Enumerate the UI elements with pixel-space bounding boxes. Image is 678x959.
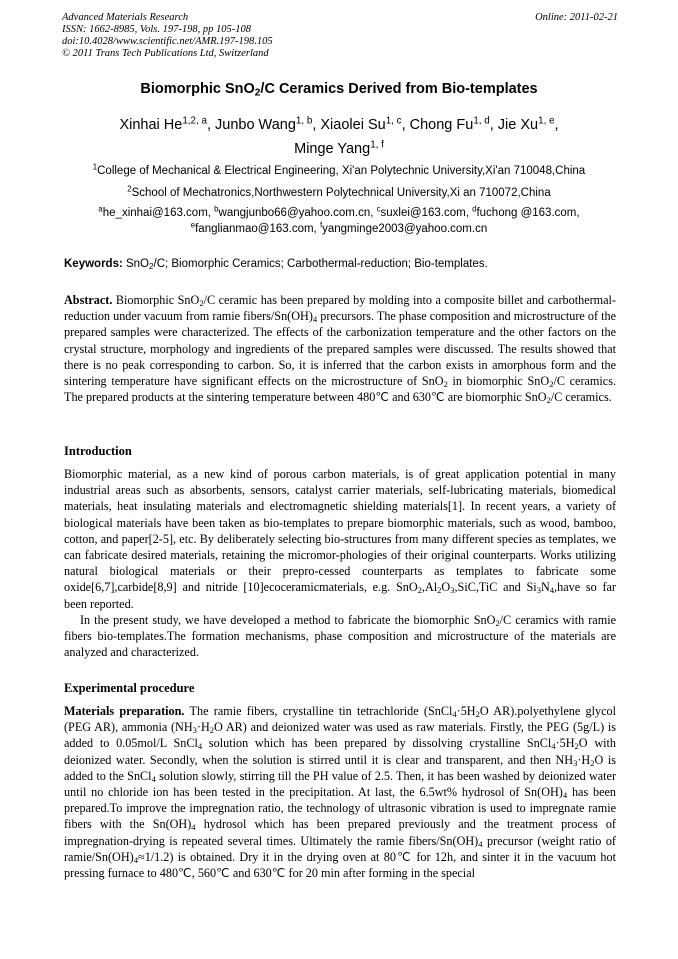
abstract-text: precursors. The phase composition and microstructure of the prepared samples were characterized. The effects of the carbonization temperature and the other factors on the crystal structure, morphology and ingredients of the prepared samples were discussed. The results showed that there is no peak corresponding to carbon. So, it is inferred that the carbon exists in amorphous form and the sintering temperature have significant effects on the microstructure of SnO	[64, 309, 617, 389]
section-heading-introduction: Introduction	[64, 444, 132, 458]
title-text: Biomorphic SnO	[140, 81, 255, 97]
affil-text: College of Mechanical & Electrical Engineering, Xi'an Polytechnic University,Xi'an 710048,China	[97, 165, 586, 177]
intro-text: /C ceramics with ramie fibers bio-templates.The formation mechanisms, phase composition and microstructure of the materials are analyzed and characterized.	[64, 612, 616, 660]
exp-text: ·H	[577, 752, 591, 767]
subscript: 4	[549, 585, 555, 596]
exp-text: ≈1/1.2) is obtained. Dry it in the drying oven at 80℃ for 12h, and sinter it in the vacuum hot pressing furnace to 480℃, 560℃ and 630℃ for 20 min after forming in the special	[64, 849, 616, 881]
subscript: 3	[192, 725, 197, 736]
intro-text: ,Al	[421, 580, 438, 595]
journal-name: Advanced Materials Research	[62, 12, 189, 23]
subscript: 4	[478, 838, 483, 849]
paper-title	[0, 81, 678, 97]
affil-mark: 2	[127, 184, 132, 194]
subscript: 2	[495, 617, 500, 628]
exp-text: The ramie fibers, crystalline tin tetrachloride (SnCl	[184, 704, 453, 718]
subscript: 2	[209, 725, 215, 736]
keyword-text: /C; Biomorphic Ceramics; Carbothermal-reduction; Bio-templates.	[153, 258, 488, 270]
subscript: 4	[133, 854, 138, 865]
subscript: 2	[475, 709, 480, 720]
introduction-body	[64, 466, 616, 660]
subscript: 3	[536, 585, 541, 596]
online-date: Online: 2011-02-21	[535, 12, 618, 23]
author-name: Xinhai He	[119, 117, 183, 133]
abstract-label: Abstract.	[64, 293, 113, 307]
intro-paragraph-2	[64, 612, 616, 661]
author-name: Xiaolei Su	[320, 117, 386, 133]
author-affil-mark: 1, d	[473, 115, 490, 127]
section-heading-experimental: Experimental procedure	[64, 681, 195, 695]
subscript: 3	[573, 757, 578, 768]
email-address: suxlei@163.com,	[380, 207, 473, 219]
email-list	[0, 205, 678, 237]
journal-header	[62, 12, 618, 60]
exp-text: precursor (weight ratio of ramie/Sn(OH)	[64, 833, 616, 864]
subscript: 2	[437, 585, 442, 596]
keywords-label: Keywords:	[64, 258, 123, 270]
affiliation-1	[0, 163, 678, 179]
email-mark: b	[214, 204, 219, 214]
exp-text: ·5H	[456, 704, 476, 718]
exp-text: hydrosol which has been prepared previously and the treatment process of impregnation-drying is repeated several times. Ultimately the ramie fibers/Sn(OH)	[64, 817, 616, 848]
exp-text: solution which has been prepared by dissolving crystalline SnCl	[202, 736, 552, 751]
author-separator: ,	[401, 117, 410, 133]
subscript: 4	[191, 822, 196, 833]
subscript: 2	[574, 741, 579, 752]
author-separator: ,	[554, 117, 559, 133]
email-address: he_xinhai@163.com,	[102, 207, 215, 219]
experimental-paragraph	[64, 703, 616, 881]
email-address: yangminge2003@yahoo.com.cn	[322, 223, 488, 235]
subscript: 4	[197, 741, 203, 752]
author-separator: ,	[312, 117, 321, 133]
author-separator: ,	[489, 117, 498, 133]
email-mark: c	[376, 204, 381, 214]
exp-text: O is added to the SnCl	[64, 752, 616, 783]
subscript: 2	[417, 585, 422, 596]
intro-paragraph-1	[64, 466, 616, 612]
exp-text: ·5H	[555, 736, 575, 751]
subscript: 3	[450, 585, 455, 596]
email-mark: d	[472, 204, 477, 214]
issn-line: ISSN: 1662-8985, Vols. 197-198, pp 105-108	[62, 24, 251, 35]
intro-text: In the present study, we have developed a method to fabricate the biomorphic SnO	[80, 612, 496, 627]
copyright-line: © 2011 Trans Tech Publications Ltd, Switzerland	[62, 48, 269, 59]
affil-mark: 1	[92, 162, 98, 172]
intro-text: ,SiC,TiC and Si	[454, 580, 537, 595]
author-affil-mark: 1, c	[385, 115, 402, 127]
email-mark: f	[319, 220, 323, 230]
author-affil-mark: 1, f	[370, 139, 384, 151]
author-affil-mark: 1, e	[538, 115, 555, 127]
author-name: Chong Fu	[409, 117, 474, 133]
title-subscript: 2	[254, 87, 261, 99]
title-text: /C Ceramics Derived from Bio-templates	[260, 81, 538, 97]
affil-text: School of Mechatronics,Northwestern Polytechnical University,Xi an 710072,China	[131, 187, 551, 199]
email-mark: a	[98, 204, 103, 214]
email-address: wangjunbo66@yahoo.com.cn,	[218, 207, 377, 219]
subsection-label: Materials preparation.	[64, 704, 185, 718]
exp-text: ·H	[196, 720, 210, 735]
subscript: 2	[549, 379, 554, 390]
author-affil-mark: 1,2, a	[182, 115, 207, 127]
email-address: fanglianmao@163.com,	[195, 223, 320, 235]
exp-text: O AR).polyethylene glycol (PEG AR), ammonia (NH	[64, 704, 617, 735]
doi-line: doi:10.4028/www.scientific.net/AMR.197-198.105	[62, 36, 273, 47]
intro-text: N	[540, 580, 550, 595]
abstract-text: Biomorphic SnO	[112, 293, 200, 307]
author-name: Junbo Wang	[215, 117, 296, 133]
abstract-text: in biomorphic SnO	[447, 374, 550, 389]
abstract-text: /C ceramics.	[550, 390, 612, 405]
keywords-line	[64, 258, 616, 270]
subscript: 2	[590, 757, 595, 768]
subscript: 2	[199, 298, 204, 309]
author-affil-mark: 1, b	[295, 115, 313, 127]
subscript: 4	[151, 773, 156, 784]
abstract-paragraph	[64, 292, 616, 405]
abstract-text: /C ceramics. The prepared products at the sintering temperature between 480℃ and 630℃ are biomorphic SnO	[64, 374, 616, 405]
subscript: 4	[312, 314, 318, 325]
subscript: 4	[452, 709, 457, 720]
subscript: 4	[551, 741, 556, 752]
exp-text: O with deionized water. Secondly, when the solution is stirred until it is clear and transparent, and then NH	[64, 736, 617, 767]
keyword-subscript: 2	[149, 262, 154, 271]
intro-text: O	[441, 580, 451, 595]
exp-text: has been prepared.To improve the impregnation ratio, the technology of ultrasonic vibration is used to impregnate ramie fibers with the Sn(OH)	[64, 785, 616, 832]
exp-text: solution slowly, stirring till the PH value of 2.5. Then, it has been washed by deionized water until no chloride ion has been tested in the precipitation. At last, the 6.5wt% hydrosol of Sn(OH)	[64, 768, 617, 800]
subscript: 2	[443, 379, 448, 390]
email-address: fuchong @163.com,	[476, 207, 580, 219]
author-separator: ,	[206, 117, 216, 133]
intro-text: Biomorphic material, as a new kind of porous carbon materials, is of great application potential in many industrial areas such as absorbents, sensors, catalyst carrier materials, self-lubricating materials, biomedical materials, heat insulating materials and electromagnetic shielding materials[1]. In recent years, a variety of biological materials have been taken as bio-templates to prepare biomorphic materials, such as wood, bamboo, cotton, and paper[2-5], etc. By deliberately selecting bio-structures from many different species as templates, we can fabricate desired materials, retaining the micromor-phologies of their original counterparts. Works utilizing natural biological materials or their prepro-cessed counterparts as templates to fabricate some oxide[6,7],carbide[8,9] and nitride [10]ecoceramicmaterials, e.g. SnO	[64, 467, 616, 595]
exp-text: O AR) and deionized water was used as raw materials. Firstly, the PEG (5g/L) is added to 0.05mol/L SnCl	[64, 720, 616, 751]
abstract-text: /C ceramic has been prepared by molding into a composite billet and carbothermal-reduction under vacuum from ramie fibers/Sn(OH)	[64, 293, 616, 324]
email-mark: e	[190, 220, 196, 230]
author-list	[0, 113, 678, 161]
intro-text: ,have so far been reported.	[64, 580, 616, 611]
subscript: 4	[562, 790, 568, 801]
affiliation-2	[0, 185, 678, 201]
author-name: Minge Yang	[294, 141, 371, 157]
keyword-text: SnO	[122, 258, 150, 270]
subscript: 2	[546, 395, 551, 406]
author-name: Jie Xu	[497, 117, 539, 133]
